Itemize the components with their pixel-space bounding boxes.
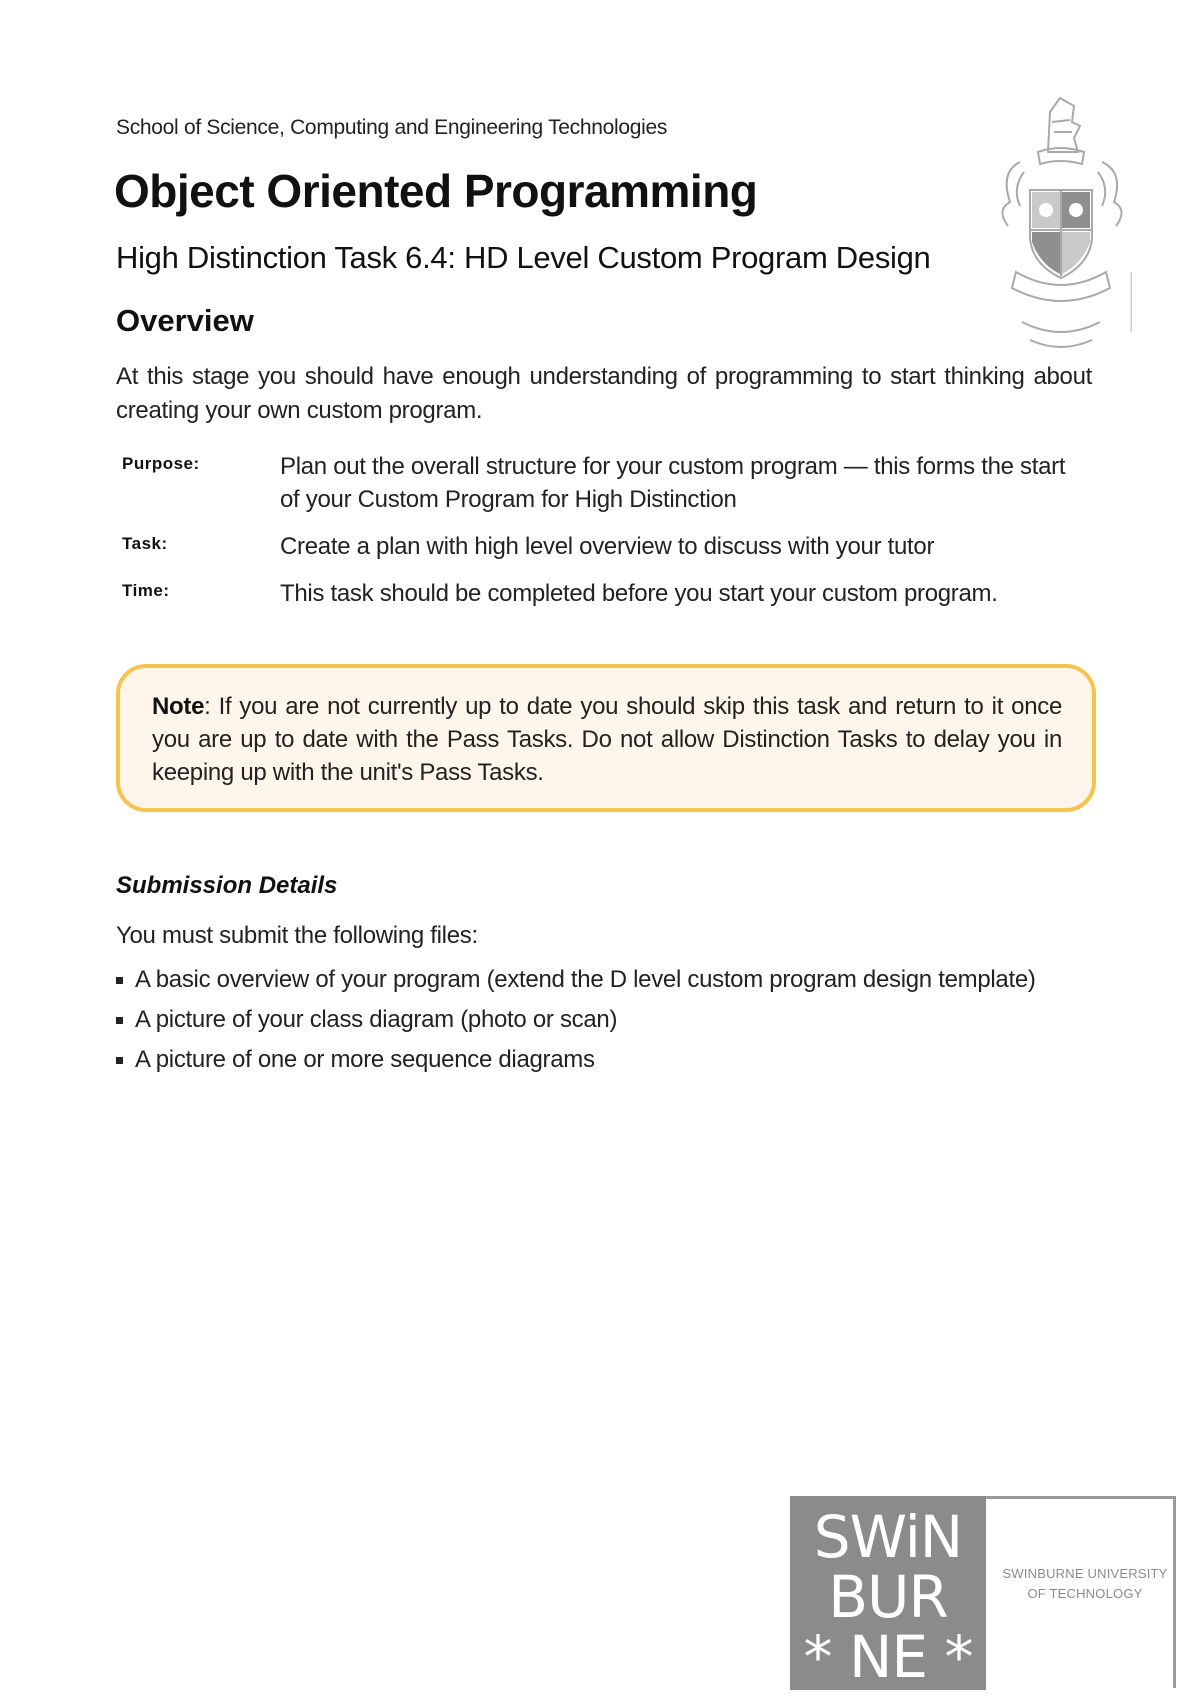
logo-caption [1000, 1564, 1170, 1604]
logo-wordmark [790, 1496, 986, 1690]
university-crest-icon [990, 92, 1132, 360]
detail-value: This task should be completed before you start your custom program. [280, 580, 998, 607]
logo-line: BUR [828, 1563, 948, 1631]
detail-row-task [122, 530, 1082, 563]
overview-heading: Overview [116, 303, 254, 338]
overview-paragraph: At this stage you should have enough understanding of programming to start thinking about creating your own custom program. [116, 363, 1092, 424]
page-title: Object Oriented Programming [114, 165, 758, 217]
logo-line: * NE * [803, 1623, 973, 1691]
detail-label: Purpose: [122, 454, 200, 473]
note-lead: Note [152, 693, 205, 720]
submission-heading: Submission Details [116, 872, 338, 899]
list-item-text: A picture of your class diagram (photo or scan) [135, 1006, 618, 1033]
bullet-icon [116, 1017, 123, 1024]
detail-label: Time: [122, 581, 170, 600]
task-subtitle: High Distinction Task 6.4: HD Level Custom Program Design [116, 240, 931, 275]
list-item [116, 1000, 1036, 1040]
task-details-table [122, 450, 1082, 624]
submission-intro: You must submit the following files: [116, 922, 478, 949]
detail-row-purpose [122, 450, 1082, 516]
swinburne-logo [790, 1494, 1182, 1690]
detail-value: Plan out the overall structure for your custom program — this forms the start of your Custom Program for High Distinction [280, 453, 1066, 513]
note-body: : If you are not currently up to date you should skip this task and return to it once you are up to date with the Pass Tasks. Do not allow Distinction Tasks to delay you in keeping up with the unit's Pass Tasks. [152, 693, 1062, 786]
detail-value: Create a plan with high level overview to discuss with your tutor [280, 533, 935, 560]
logo-caption-line: SWINBURNE UNIVERSITY [1002, 1566, 1168, 1581]
school-name: School of Science, Computing and Engineering Technologies [116, 116, 668, 139]
detail-label: Task: [122, 534, 168, 553]
submission-files-list [116, 960, 1036, 1080]
list-item [116, 1040, 1036, 1080]
list-item [116, 960, 1036, 1000]
detail-row-time [122, 577, 1082, 610]
logo-caption-line: OF TECHNOLOGY [1027, 1586, 1143, 1601]
bullet-icon [116, 1057, 123, 1064]
list-item-text: A basic overview of your program (extend the D level custom program design template) [135, 966, 1036, 993]
note-callout [116, 664, 1096, 812]
logo-line: SWiN [813, 1503, 963, 1571]
list-item-text: A picture of one or more sequence diagrams [135, 1046, 595, 1073]
note-text [152, 690, 1062, 789]
bullet-icon [116, 977, 123, 984]
